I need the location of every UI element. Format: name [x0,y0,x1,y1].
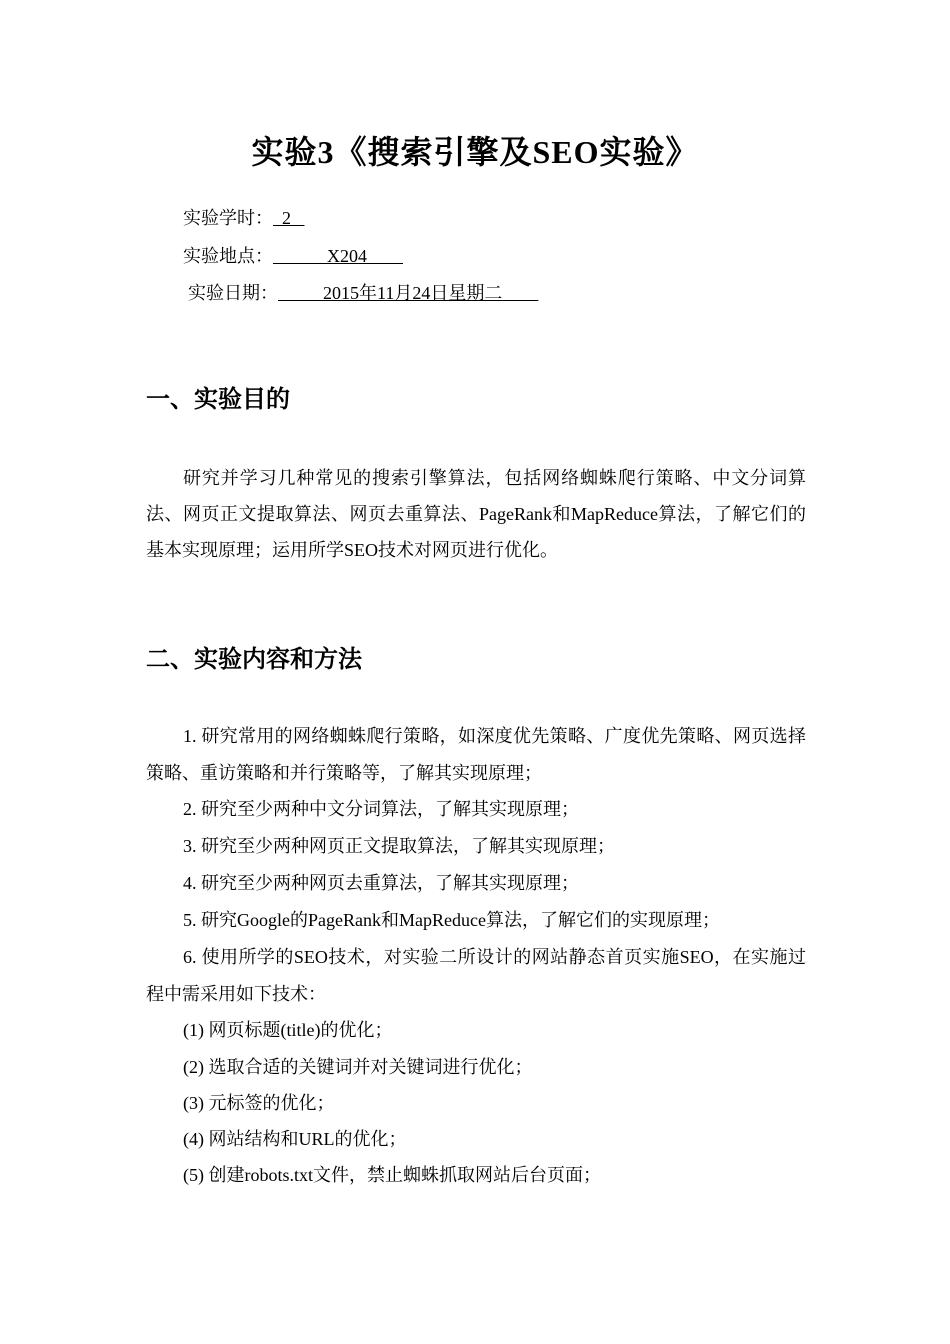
date-value: 2015年11月24日星期二 [278,283,539,303]
content-item-3: 3. 研究至少两种网页正文提取算法，了解其实现原理； [183,836,615,856]
section-1-heading: 一、实验目的 [146,385,290,413]
content-item-6: 6. 使用所学的SEO技术，对实验二所设计的网站静态首页实施SEO，在实施过程中需采用如下技术： [146,947,806,1004]
sub-item-5: (5) 创建robots.txt文件，禁止蜘蛛抓取网站后台页面； [183,1165,601,1185]
sub-item-4: (4) 网站结构和URL的优化； [183,1129,407,1149]
date-label: 实验日期： [188,283,278,303]
content-item-4: 4. 研究至少两种网页去重算法，了解其实现原理； [183,873,579,893]
place-line [183,243,403,269]
sub-item-2: (2) 选取合适的关键词并对关键词进行优化； [183,1057,533,1077]
hours-label: 实验学时： [183,208,273,228]
hours-line [183,205,305,231]
content-item-1: 1. 研究常用的网络蜘蛛爬行策略，如深度优先策略、广度优先策略、网页选择策略、重访策略和并行策略等，了解其实现原理； [146,726,806,783]
section-2-heading: 二、实验内容和方法 [146,645,362,673]
place-value: X204 [273,246,403,266]
date-line [188,280,538,306]
content-item-5: 5. 研究Google的PageRank和MapReduce算法，了解它们的实现原理； [183,910,720,930]
section-1-paragraph: 研究并学习几种常见的搜索引擎算法，包括网络蜘蛛爬行策略、中文分词算法、网页正文提取算法、网页去重算法、PageRank和MapReduce算法，了解它们的基本实现原理；运用所学SEO技术对网页进行优化。 [146,468,806,560]
place-label: 实验地点： [183,246,273,266]
hours-value: 2 [273,208,305,228]
content-item-2: 2. 研究至少两种中文分词算法，了解其实现原理； [183,799,579,819]
sub-item-3: (3) 元标签的优化； [183,1093,335,1113]
sub-item-1: (1) 网页标题(title)的优化； [183,1020,393,1040]
document-title: 实验3《搜索引擎及SEO实验》 [251,134,699,170]
